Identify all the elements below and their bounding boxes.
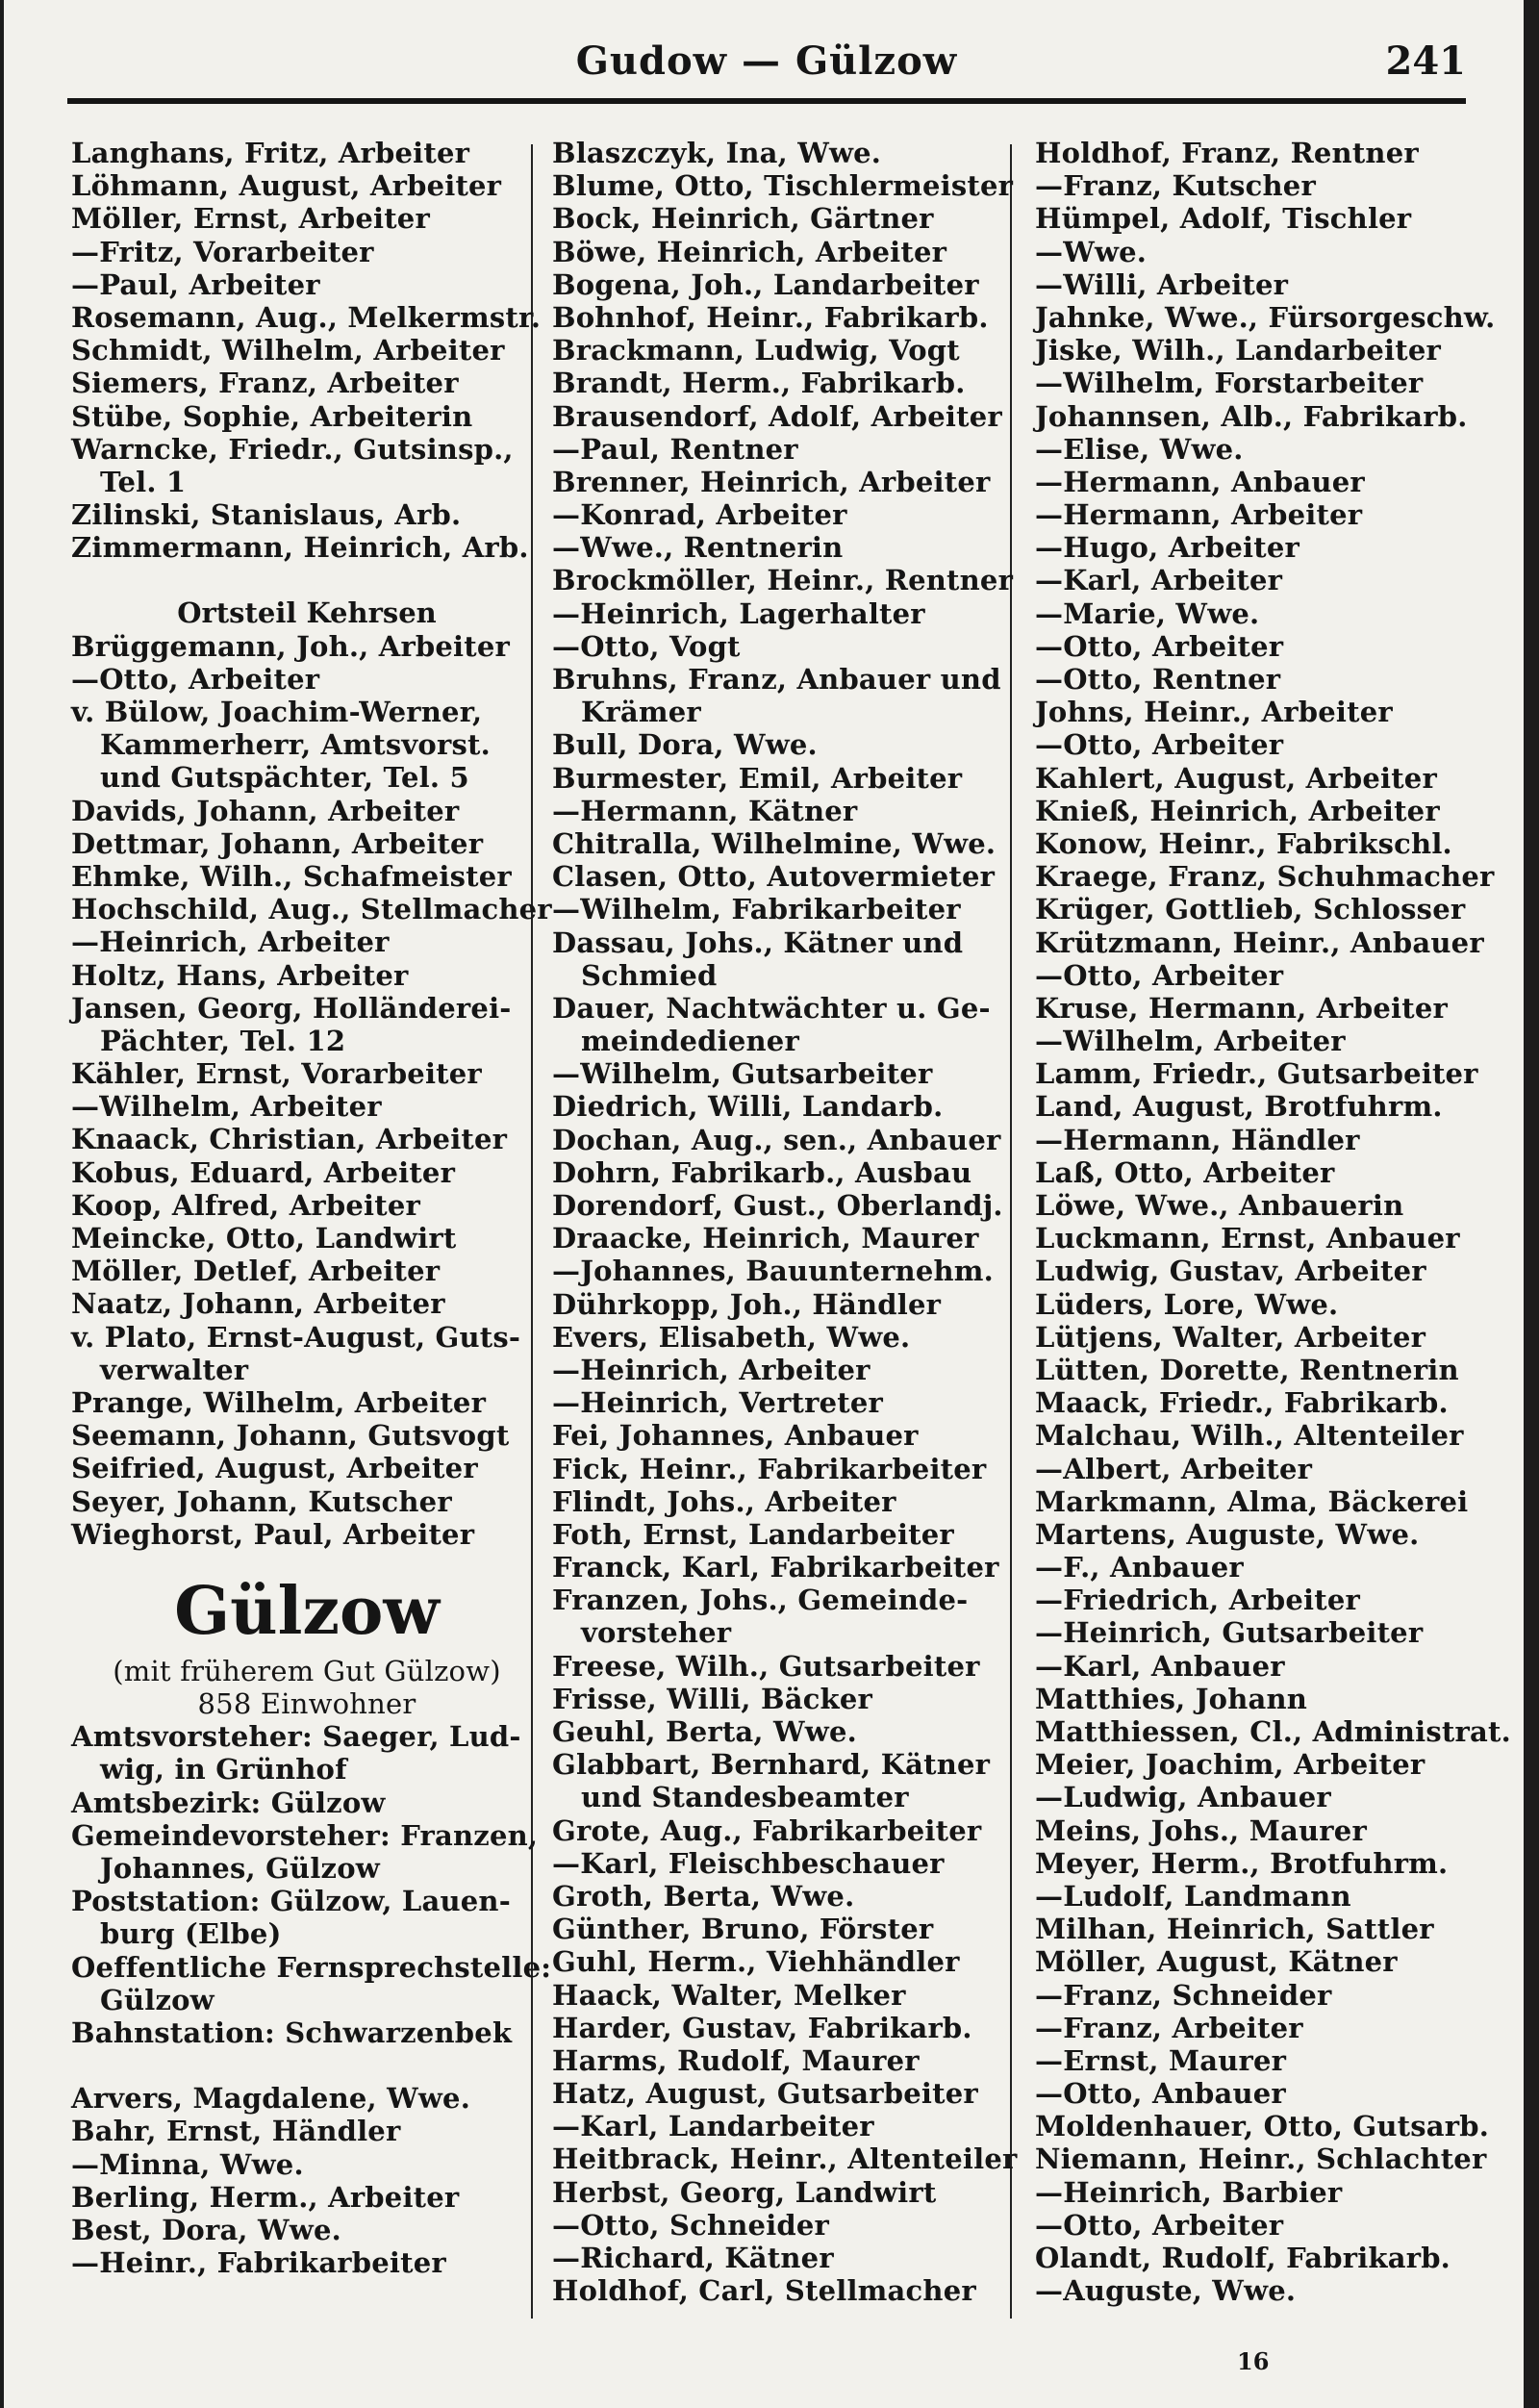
entry-line: —Heinr., Fabrikarbeiter xyxy=(71,2246,446,2280)
entry-line: Wieghorst, Paul, Arbeiter xyxy=(71,1517,475,1551)
entry-line: v. Plato, Ernst-August, Guts- xyxy=(71,1320,521,1354)
entry-line: Amtsbezirk: Gülzow xyxy=(71,1786,386,1819)
entry-line: Matthies, Johann xyxy=(1035,1682,1308,1715)
entry-line: Lamm, Friedr., Gutsarbeiter xyxy=(1035,1057,1478,1091)
entry-line: Jiske, Wilh., Landarbeiter xyxy=(1035,334,1441,368)
entry-line: Blume, Otto, Tischlermeister xyxy=(552,169,1014,203)
entry-line: Jansen, Georg, Holländerei- xyxy=(71,991,512,1025)
entry-line: —Ludolf, Landmann xyxy=(1035,1879,1351,1913)
entry-line: —Otto, Arbeiter xyxy=(1035,728,1284,762)
entry-line: Stübe, Sophie, Arbeiterin xyxy=(71,399,473,433)
entry-line: Jahnke, Wwe., Fürsorgeschw. xyxy=(1035,300,1496,334)
entry-line: Johannsen, Alb., Fabrikarb. xyxy=(1035,399,1468,433)
entry-line: Kraege, Franz, Schuhmacher xyxy=(1035,860,1495,894)
entry-line: Rosemann, Aug., Melkermstr. xyxy=(71,300,542,334)
entry-line: —Hermann, Händler xyxy=(1035,1123,1360,1156)
entry-line: Dassau, Johs., Kätner und xyxy=(552,925,964,959)
entry-line: Knieß, Heinrich, Arbeiter xyxy=(1035,794,1440,827)
entry-line: Krämer xyxy=(581,696,701,729)
entry-line: —Ludwig, Anbauer xyxy=(1035,1781,1331,1814)
resident-list xyxy=(552,137,1023,2307)
entry-line: Chitralla, Wilhelmine, Wwe. xyxy=(552,826,997,860)
entry-line: —Otto, Arbeiter xyxy=(1035,2208,1284,2242)
entry-line: Kähler, Ernst, Vorarbeiter xyxy=(71,1057,482,1091)
entry-line: —Otto, Arbeiter xyxy=(71,662,320,696)
entry-line: Grote, Aug., Fabrikarbeiter xyxy=(552,1813,982,1847)
entry-line: Seemann, Johann, Gutsvogt xyxy=(71,1419,510,1453)
resident-list xyxy=(1035,137,1511,2308)
entry-line: Malchau, Wilh., Altenteiler xyxy=(1035,1419,1464,1453)
entry-line: Gemeindevorsteher: Franzen, xyxy=(71,1818,539,1852)
entry-line: Brandt, Herm., Fabrikarb. xyxy=(552,367,966,400)
entry-line: Löhmann, August, Arbeiter xyxy=(71,169,502,203)
entry-line: Hümpel, Adolf, Tischler xyxy=(1035,202,1412,236)
entry-line: Evers, Elisabeth, Wwe. xyxy=(552,1320,911,1354)
resident-list xyxy=(71,2082,542,2279)
signature-mark: 16 xyxy=(1237,2347,1270,2375)
entry-line: Haack, Walter, Melker xyxy=(552,1978,906,2012)
entry-line: —Paul, Arbeiter xyxy=(71,267,320,301)
entry-line: und Standesbeamter xyxy=(581,1781,909,1814)
entry-line: —Paul, Rentner xyxy=(552,432,798,466)
column-2 xyxy=(552,137,1023,2307)
entry-line: Poststation: Gülzow, Lauen- xyxy=(71,1885,511,1918)
entry-line: —Otto, Schneider xyxy=(552,2208,830,2242)
entry-line: Dettmar, Johann, Arbeiter xyxy=(71,826,484,860)
entry-line: —Wilhelm, Gutsarbeiter xyxy=(552,1057,933,1091)
entry-line: Maack, Friedr., Fabrikarb. xyxy=(1035,1386,1449,1420)
entry-line: Brockmöller, Heinr., Rentner xyxy=(552,564,1014,597)
entry-line: Dührkopp, Joh., Händler xyxy=(552,1287,942,1321)
entry-line: Hatz, August, Gutsarbeiter xyxy=(552,2077,978,2111)
entry-line: Foth, Ernst, Landarbeiter xyxy=(552,1517,954,1551)
entry-line: Löwe, Wwe., Anbauerin xyxy=(1035,1189,1404,1222)
entry-line: Langhans, Fritz, Arbeiter xyxy=(71,137,470,169)
entry-line: Möller, Detlef, Arbeiter xyxy=(71,1255,441,1288)
entry-line: Warncke, Friedr., Gutsinsp., xyxy=(71,432,514,466)
entry-line: —Karl, Anbauer xyxy=(1035,1649,1285,1683)
place-population: 858 Einwohner xyxy=(197,1687,416,1721)
entry-line: —Richard, Kätner xyxy=(552,2242,834,2274)
entry-line: Krützmann, Heinr., Anbauer xyxy=(1035,925,1484,959)
entry-line: Markmann, Alma, Bäckerei xyxy=(1035,1484,1469,1518)
entry-line: Bohnhof, Heinr., Fabrikarb. xyxy=(552,300,989,334)
spacer xyxy=(71,2049,542,2082)
entry-line: Land, August, Brotfuhrm. xyxy=(1035,1090,1443,1124)
entry-line: Bock, Heinrich, Gärtner xyxy=(552,202,934,236)
entry-line: Lüders, Lore, Wwe. xyxy=(1035,1287,1339,1321)
entry-line: —Karl, Landarbeiter xyxy=(552,2110,874,2143)
entry-line: Johannes, Gülzow xyxy=(100,1852,380,1885)
entry-line: Ehmke, Wilh., Schafmeister xyxy=(71,859,512,893)
entry-line: Frisse, Willi, Bäcker xyxy=(552,1682,872,1715)
entry-line: Guhl, Herm., Viehhändler xyxy=(552,1945,960,1979)
entry-line: Glabbart, Bernhard, Kätner xyxy=(552,1748,991,1782)
entry-line: Hochschild, Aug., Stellmacher xyxy=(71,893,552,926)
entry-line: Brackmann, Ludwig, Vogt xyxy=(552,334,960,368)
column-1 xyxy=(71,137,552,2280)
entry-line: Bahr, Ernst, Händler xyxy=(71,2115,401,2148)
entry-line: vorsteher xyxy=(581,1616,732,1650)
entry-line: Draacke, Heinrich, Maurer xyxy=(552,1222,979,1255)
entry-line: Ludwig, Gustav, Arbeiter xyxy=(1035,1255,1426,1288)
entry-line: —Fritz, Vorarbeiter xyxy=(71,235,374,268)
entry-line: Möller, August, Kätner xyxy=(1035,1945,1398,1979)
entry-line: —Heinrich, Arbeiter xyxy=(552,1353,870,1386)
entry-line: —Albert, Arbeiter xyxy=(1035,1452,1313,1485)
entry-line: —Otto, Arbeiter xyxy=(1035,629,1284,663)
entry-line: Arvers, Magdalene, Wwe. xyxy=(71,2082,470,2116)
entry-line: Bruhns, Franz, Anbauer und xyxy=(552,663,1001,696)
entry-line: Brenner, Heinrich, Arbeiter xyxy=(552,465,991,498)
entry-line: —F., Anbauer xyxy=(1035,1551,1244,1584)
entry-line: —Otto, Anbauer xyxy=(1035,2077,1286,2111)
entry-line: Böwe, Heinrich, Arbeiter xyxy=(552,235,947,268)
entry-line: —Minna, Wwe. xyxy=(71,2147,304,2181)
place-subtitle: (mit früherem Gut Gülzow) xyxy=(113,1654,501,1687)
entry-line: —Johannes, Bauunternehm. xyxy=(552,1255,994,1288)
entry-line: Franzen, Johs., Gemeinde- xyxy=(552,1584,969,1617)
entry-line: —Karl, Arbeiter xyxy=(1035,564,1283,597)
entry-line: Berling, Herm., Arbeiter xyxy=(71,2180,460,2214)
entry-line: Siemers, Franz, Arbeiter xyxy=(71,367,459,400)
entry-line: Holtz, Hans, Arbeiter xyxy=(71,958,409,992)
entry-line: Martens, Auguste, Wwe. xyxy=(1035,1517,1420,1551)
page-number: 241 xyxy=(1385,38,1466,84)
entry-line: verwalter xyxy=(100,1353,249,1386)
entry-line: —Wilhelm, Arbeiter xyxy=(71,1090,382,1124)
entry-line: Herbst, Georg, Landwirt xyxy=(552,2175,937,2209)
entry-line: Heitbrack, Heinr., Altenteiler xyxy=(552,2142,1018,2176)
entry-line: Meins, Johs., Maurer xyxy=(1035,1813,1367,1847)
entry-line: Holdhof, Carl, Stellmacher xyxy=(552,2274,976,2308)
entry-line: meindediener xyxy=(581,1025,799,1058)
entry-line: wig, in Grünhof xyxy=(100,1753,347,1787)
resident-list xyxy=(71,629,552,1551)
entry-line: —Wilhelm, Arbeiter xyxy=(1035,1025,1346,1058)
entry-line: Matthiessen, Cl., Administrat. xyxy=(1035,1715,1511,1748)
entry-line: und Gutspächter, Tel. 5 xyxy=(100,761,469,795)
entry-line: Davids, Johann, Arbeiter xyxy=(71,794,460,827)
entry-line: —Heinrich, Arbeiter xyxy=(71,925,390,959)
entry-line: —Wilhelm, Fabrikarbeiter xyxy=(552,893,961,926)
entry-line: Harms, Rudolf, Maurer xyxy=(552,2043,920,2077)
entry-line: Fei, Johannes, Anbauer xyxy=(552,1419,919,1453)
entry-line: Seifried, August, Arbeiter xyxy=(71,1452,478,1485)
entry-line: Möller, Ernst, Arbeiter xyxy=(71,202,430,236)
entry-line: Schmied xyxy=(581,958,718,992)
entry-line: Meincke, Otto, Landwirt xyxy=(71,1222,457,1255)
entry-line: Olandt, Rudolf, Fabrikarb. xyxy=(1035,2242,1451,2274)
entry-line: —Heinrich, Vertreter xyxy=(552,1386,883,1420)
entry-line: Bogena, Joh., Landarbeiter xyxy=(552,267,979,301)
place-info-list xyxy=(71,1720,552,2049)
spacer xyxy=(71,564,542,596)
section-heading: Ortsteil Kehrsen xyxy=(177,596,437,630)
entry-line: Flindt, Johs., Arbeiter xyxy=(552,1484,896,1518)
entry-line: Gülzow xyxy=(100,1983,214,2016)
entry-line: Dohrn, Fabrikarb., Ausbau xyxy=(552,1155,972,1189)
entry-line: Konow, Heinr., Fabrikschl. xyxy=(1035,826,1452,860)
entry-line: Koop, Alfred, Arbeiter xyxy=(71,1188,420,1222)
entry-line: —Franz, Kutscher xyxy=(1035,169,1316,203)
entry-line: Dochan, Aug., sen., Anbauer xyxy=(552,1123,1001,1156)
column-3 xyxy=(1035,137,1511,2308)
entry-line: Kammerherr, Amtsvorst. xyxy=(100,728,491,762)
entry-line: Tel. 1 xyxy=(100,465,187,498)
entry-line: Seyer, Johann, Kutscher xyxy=(71,1484,452,1518)
entry-line: Milhan, Heinrich, Sattler xyxy=(1035,1913,1434,1946)
entry-line: —Heinrich, Lagerhalter xyxy=(552,596,925,630)
entry-line: —Heinrich, Gutsarbeiter xyxy=(1035,1616,1424,1650)
entry-line: Günther, Bruno, Förster xyxy=(552,1913,934,1946)
entry-line: Krüger, Gottlieb, Schlosser xyxy=(1035,893,1466,926)
entry-line: Harder, Gustav, Fabrikarb. xyxy=(552,2011,972,2044)
entry-line: Oeffentliche Fernsprechstelle: xyxy=(71,1950,552,1984)
entry-line: Kahlert, August, Arbeiter xyxy=(1035,761,1437,795)
entry-line: Zilinski, Stanislaus, Arb. xyxy=(71,498,462,532)
entry-line: Fick, Heinr., Fabrikarbeiter xyxy=(552,1452,987,1485)
entry-line: —Hermann, Arbeiter xyxy=(1035,498,1363,532)
entry-line: Lütjens, Walter, Arbeiter xyxy=(1035,1320,1426,1354)
entry-line: —Otto, Arbeiter xyxy=(1035,958,1284,992)
entry-line: Geuhl, Berta, Wwe. xyxy=(552,1715,857,1748)
page-title: Gudow — Gülzow xyxy=(575,38,958,84)
entry-line: —Hermann, Kätner xyxy=(552,794,858,827)
entry-line: —Auguste, Wwe. xyxy=(1035,2274,1297,2308)
entry-line: Niemann, Heinr., Schlachter xyxy=(1035,2142,1487,2176)
header-rule xyxy=(67,98,1466,104)
entry-line: Amtsvorsteher: Saeger, Lud- xyxy=(71,1720,521,1754)
entry-line: Clasen, Otto, Autovermieter xyxy=(552,860,996,894)
place-title: Gülzow xyxy=(174,1572,440,1650)
entry-line: burg (Elbe) xyxy=(100,1917,282,1951)
entry-line: —Wwe., Rentnerin xyxy=(552,531,844,565)
resident-list xyxy=(71,137,542,564)
entry-line: —Otto, Rentner xyxy=(1035,663,1281,696)
entry-line: —Wilhelm, Forstarbeiter xyxy=(1035,367,1424,400)
entry-line: —Elise, Wwe. xyxy=(1035,432,1244,466)
entry-line: Best, Dora, Wwe. xyxy=(71,2213,341,2246)
entry-line: Meyer, Herm., Brotfuhrm. xyxy=(1035,1846,1449,1880)
entry-line: Brausendorf, Adolf, Arbeiter xyxy=(552,399,1002,433)
entry-line: —Hermann, Anbauer xyxy=(1035,465,1365,498)
entry-line: —Hugo, Arbeiter xyxy=(1035,531,1299,565)
entry-line: —Karl, Fleischbeschauer xyxy=(552,1846,945,1880)
entry-line: Schmidt, Wilhelm, Arbeiter xyxy=(71,334,505,368)
entry-line: Blaszczyk, Ina, Wwe. xyxy=(552,137,882,169)
page-header xyxy=(67,38,1466,92)
entry-line: Lütten, Dorette, Rentnerin xyxy=(1035,1353,1459,1386)
directory-page xyxy=(4,0,1524,2408)
entry-line: —Franz, Schneider xyxy=(1035,1978,1332,2012)
entry-line: Kobus, Eduard, Arbeiter xyxy=(71,1155,456,1189)
entry-line: Johns, Heinr., Arbeiter xyxy=(1035,696,1393,729)
entry-line: —Franz, Arbeiter xyxy=(1035,2011,1303,2044)
entry-line: Dauer, Nachtwächter u. Ge- xyxy=(552,991,991,1025)
entry-line: —Otto, Vogt xyxy=(552,629,741,663)
entry-line: —Ernst, Maurer xyxy=(1035,2043,1287,2077)
entry-line: Moldenhauer, Otto, Gutsarb. xyxy=(1035,2110,1490,2143)
entry-line: —Marie, Wwe. xyxy=(1035,596,1260,630)
entry-line: —Heinrich, Barbier xyxy=(1035,2175,1343,2209)
entry-line: —Wwe. xyxy=(1035,235,1148,268)
entry-line: Zimmermann, Heinrich, Arb. xyxy=(71,531,529,565)
entry-line: Franck, Karl, Fabrikarbeiter xyxy=(552,1551,999,1584)
entry-line: Brüggemann, Joh., Arbeiter xyxy=(71,629,511,663)
entry-line: Burmester, Emil, Arbeiter xyxy=(552,761,963,795)
entry-line: Prange, Wilhelm, Arbeiter xyxy=(71,1385,487,1419)
entry-line: Kruse, Hermann, Arbeiter xyxy=(1035,991,1448,1025)
entry-line: Knaack, Christian, Arbeiter xyxy=(71,1123,508,1156)
entry-line: Luckmann, Ernst, Anbauer xyxy=(1035,1222,1460,1255)
entry-line: —Friedrich, Arbeiter xyxy=(1035,1584,1360,1617)
entry-line: Bahnstation: Schwarzenbek xyxy=(71,2015,513,2049)
entry-line: —Konrad, Arbeiter xyxy=(552,498,847,532)
entry-line: Pächter, Tel. 12 xyxy=(100,1024,346,1057)
entry-line: Naatz, Johann, Arbeiter xyxy=(71,1287,445,1321)
entry-line: —Willi, Arbeiter xyxy=(1035,267,1289,301)
entry-line: Diedrich, Willi, Landarb. xyxy=(552,1090,944,1124)
entry-line: v. Bülow, Joachim-Werner, xyxy=(71,696,483,728)
entry-line: Laß, Otto, Arbeiter xyxy=(1035,1155,1335,1189)
entry-line: Groth, Berta, Wwe. xyxy=(552,1879,855,1913)
entry-line: Meier, Joachim, Arbeiter xyxy=(1035,1748,1425,1782)
entry-line: Bull, Dora, Wwe. xyxy=(552,728,818,762)
entry-line: Holdhof, Franz, Rentner xyxy=(1035,137,1419,169)
entry-line: Freese, Wilh., Gutsarbeiter xyxy=(552,1649,980,1683)
entry-line: Dorendorf, Gust., Oberlandj. xyxy=(552,1189,1003,1222)
